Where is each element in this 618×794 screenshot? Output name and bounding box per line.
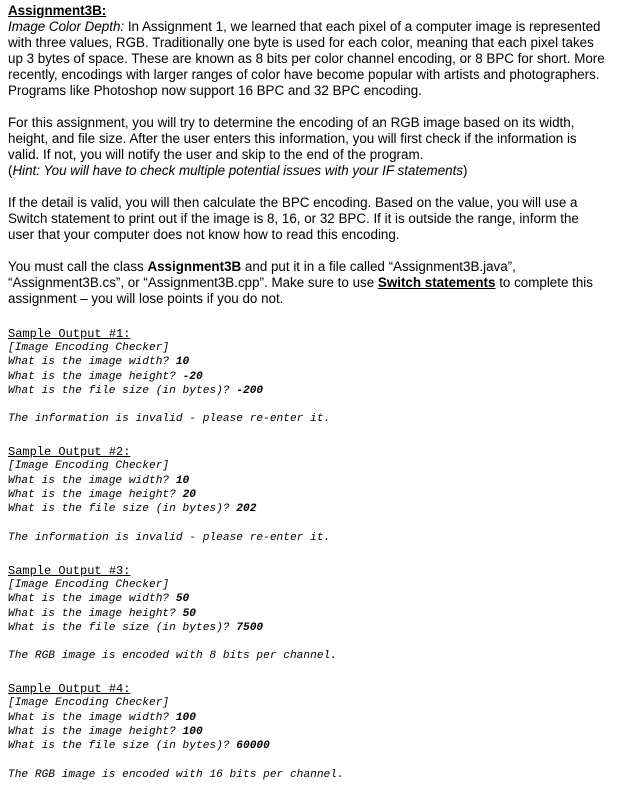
assignment-document (8, 3, 608, 782)
banner-line: [Image Encoding Checker] (8, 578, 170, 591)
size-line (8, 384, 608, 398)
width-prompt: What is the image width? (8, 593, 176, 606)
hint-open: ( (8, 163, 13, 178)
sample-heading: Sample Output #3: (8, 563, 131, 578)
size-prompt: What is the file size (in bytes)? (8, 384, 237, 397)
instructions-text: For this assignment, you will try to determine the encoding of an RGB image based on its width, height, and file size. After the user enters this information, you will first check if the information is valid. If not, you will notify the user and skip to the end of the program. (8, 115, 577, 162)
naming-text-3: to complete this assignment – you will lose points if you do not. (8, 275, 593, 306)
width-answer: 10 (175, 356, 190, 369)
class-name: Assignment3B (147, 259, 242, 274)
width-line (8, 355, 608, 369)
height-answer: 100 (182, 726, 203, 739)
sample-output-2 (8, 445, 608, 544)
sample-output-3 (8, 564, 608, 663)
size-prompt: What is the file size (in bytes)? (8, 503, 237, 516)
result-line: The RGB image is encoded with 16 bits per channel. (8, 768, 344, 781)
height-answer: -20 (182, 370, 203, 383)
width-prompt: What is the image width? (8, 474, 176, 487)
banner-line: [Image Encoding Checker] (8, 460, 170, 473)
height-prompt: What is the image height? (8, 607, 183, 620)
instructions-paragraph (8, 115, 608, 179)
assignment-title (8, 3, 608, 19)
size-answer: 60000 (236, 740, 270, 753)
width-line (8, 711, 608, 725)
width-answer: 50 (175, 593, 190, 606)
height-answer: 50 (182, 607, 196, 620)
width-answer: 100 (175, 711, 196, 724)
height-prompt: What is the image height? (8, 726, 183, 739)
intro-section (8, 3, 608, 307)
result-line: The RGB image is encoded with 8 bits per channel. (8, 650, 337, 663)
naming-paragraph (8, 259, 608, 307)
height-line (8, 607, 608, 621)
sample-heading: Sample Output #4: (8, 682, 131, 697)
intro-text: In Assignment 1, we learned that each pixel of a computer image is represented with three values, RGB. Traditionally one byte is used for each color, meaning that each pixel takes up 3 bytes of space. These are known as 8 bits per color channel encoding, or 8 BPC for short. More recently, encodings with larger ranges of color have become popular with artists and photographers. Programs like Photoshop now support 16 BPC and 32 BPC encoding. (8, 19, 605, 98)
hint-close: ) (463, 163, 468, 178)
width-prompt: What is the image width? (8, 356, 176, 369)
naming-text-2: and put it in a file called “Assignment3B.java”, “Assignment3B.cs”, or “Assignment3B.cpp”. Make sure to use (8, 259, 516, 290)
height-line (8, 725, 608, 739)
width-prompt: What is the image width? (8, 711, 176, 724)
height-line (8, 488, 608, 502)
height-prompt: What is the image height? (8, 370, 183, 383)
size-prompt: What is the file size (in bytes)? (8, 740, 237, 753)
switch-statements-emphasis: Switch statements (377, 275, 496, 290)
switch-text: If the detail is valid, you will then calculate the BPC encoding. Based on the value, you will use a Switch statement to print out if the image is 8, 16, or 32 BPC. If it is outside the range, inform the user that your computer does not know how to read this encoding. (8, 195, 579, 242)
size-prompt: What is the file size (in bytes)? (8, 621, 237, 634)
size-answer: 202 (236, 503, 257, 516)
hint-text: Hint: You will have to check multiple potential issues with your IF statements (12, 163, 464, 178)
sample-output-1 (8, 327, 608, 426)
banner-line: [Image Encoding Checker] (8, 342, 170, 354)
banner-line: [Image Encoding Checker] (8, 697, 170, 710)
topic-label: Image Color Depth: (8, 19, 125, 34)
size-answer: 7500 (236, 621, 264, 634)
size-line (8, 621, 608, 635)
height-prompt: What is the image height? (8, 489, 183, 502)
switch-paragraph (8, 195, 608, 243)
result-line: The information is invalid - please re-enter it. (8, 413, 331, 426)
title-text: Assignment3B: (8, 3, 107, 18)
size-line (8, 739, 608, 753)
sample-heading: Sample Output #2: (8, 445, 131, 460)
intro-paragraph (8, 19, 608, 99)
result-line: The information is invalid - please re-enter it. (8, 531, 331, 544)
naming-text-1: You must call the class (8, 259, 148, 274)
width-line (8, 592, 608, 606)
width-line (8, 474, 608, 488)
height-line (8, 370, 608, 384)
sample-outputs (8, 327, 608, 782)
width-answer: 10 (175, 474, 190, 487)
sample-heading: Sample Output #1: (8, 327, 131, 341)
height-answer: 20 (182, 489, 196, 502)
size-line (8, 502, 608, 516)
size-answer: -200 (236, 384, 264, 397)
sample-output-4 (8, 682, 608, 781)
